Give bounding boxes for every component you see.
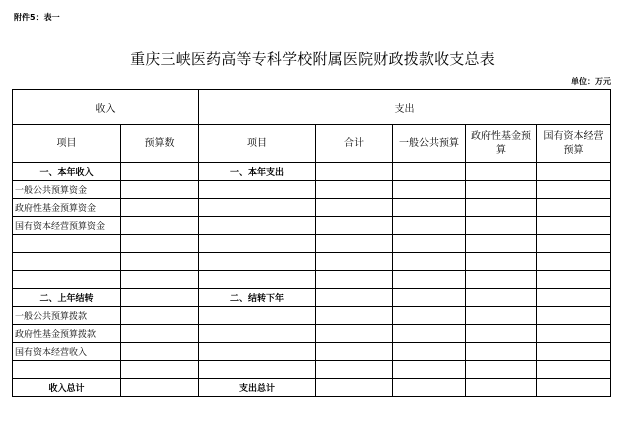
income-cell: 国有资本经营预算资金 xyxy=(13,217,121,235)
table-row xyxy=(13,163,611,181)
value-cell xyxy=(393,361,466,379)
table-row xyxy=(13,307,611,325)
value-cell xyxy=(537,289,611,307)
expenditure-cell xyxy=(199,361,316,379)
value-cell xyxy=(537,199,611,217)
attachment-label: 附件5：表一 xyxy=(14,13,60,22)
income-cell: 二、上年结转 xyxy=(13,289,121,307)
value-cell xyxy=(393,271,466,289)
value-cell xyxy=(537,181,611,199)
expenditure-group-header: 支出 xyxy=(199,90,611,125)
income-total-cell: 收入总计 xyxy=(13,379,121,397)
value-cell xyxy=(316,181,393,199)
value-cell xyxy=(121,271,199,289)
value-cell xyxy=(393,199,466,217)
table-row xyxy=(13,235,611,253)
income-group-header: 收入 xyxy=(13,90,199,125)
value-cell xyxy=(466,235,537,253)
table-row xyxy=(13,343,611,361)
value-cell xyxy=(393,253,466,271)
value-cell xyxy=(537,343,611,361)
value-cell xyxy=(121,361,199,379)
value-cell xyxy=(316,343,393,361)
col-header-expenditure-item: 项目 xyxy=(199,125,316,163)
value-cell xyxy=(466,289,537,307)
value-cell xyxy=(537,361,611,379)
value-cell xyxy=(537,235,611,253)
value-cell xyxy=(316,271,393,289)
value-cell xyxy=(121,253,199,271)
col-header-state-capital: 国有资本经营预算 xyxy=(537,125,611,163)
value-cell xyxy=(121,325,199,343)
value-cell xyxy=(537,307,611,325)
expenditure-cell: 二、结转下年 xyxy=(199,289,316,307)
value-cell xyxy=(316,217,393,235)
value-cell xyxy=(316,361,393,379)
value-cell xyxy=(466,343,537,361)
income-cell xyxy=(13,253,121,271)
income-cell: 政府性基金预算拨款 xyxy=(13,325,121,343)
value-cell xyxy=(537,163,611,181)
value-cell xyxy=(393,181,466,199)
col-header-gov-fund: 政府性基金预算 xyxy=(466,125,537,163)
value-cell xyxy=(393,325,466,343)
value-cell xyxy=(466,163,537,181)
value-cell xyxy=(316,253,393,271)
value-cell xyxy=(537,325,611,343)
table-row xyxy=(13,271,611,289)
value-cell xyxy=(316,379,393,397)
table-row-total xyxy=(13,379,611,397)
expenditure-cell xyxy=(199,235,316,253)
expenditure-cell: 一、本年支出 xyxy=(199,163,316,181)
value-cell xyxy=(393,307,466,325)
expenditure-cell xyxy=(199,343,316,361)
income-cell: 国有资本经营收入 xyxy=(13,343,121,361)
col-header-income-item: 项目 xyxy=(13,125,121,163)
value-cell xyxy=(393,217,466,235)
page-title: 重庆三峡医药高等专科学校附属医院财政拨款收支总表 xyxy=(130,50,495,68)
value-cell xyxy=(393,289,466,307)
expenditure-cell xyxy=(199,253,316,271)
value-cell xyxy=(393,379,466,397)
income-cell xyxy=(13,271,121,289)
income-cell: 一、本年收入 xyxy=(13,163,121,181)
value-cell xyxy=(121,289,199,307)
table-row xyxy=(13,181,611,199)
income-cell: 政府性基金预算资金 xyxy=(13,199,121,217)
value-cell xyxy=(121,307,199,325)
expenditure-total-cell: 支出总计 xyxy=(199,379,316,397)
value-cell xyxy=(466,361,537,379)
value-cell xyxy=(121,235,199,253)
value-cell xyxy=(121,181,199,199)
value-cell xyxy=(537,379,611,397)
value-cell xyxy=(466,379,537,397)
value-cell xyxy=(316,289,393,307)
col-header-budget-amount: 预算数 xyxy=(121,125,199,163)
value-cell xyxy=(316,235,393,253)
value-cell xyxy=(393,163,466,181)
value-cell xyxy=(316,307,393,325)
value-cell xyxy=(466,181,537,199)
value-cell xyxy=(466,253,537,271)
expenditure-cell xyxy=(199,325,316,343)
value-cell xyxy=(466,271,537,289)
col-header-general-budget: 一般公共预算 xyxy=(393,125,466,163)
value-cell xyxy=(316,325,393,343)
value-cell xyxy=(121,217,199,235)
value-cell xyxy=(316,199,393,217)
table-row xyxy=(13,361,611,379)
table-row xyxy=(13,289,611,307)
value-cell xyxy=(466,325,537,343)
income-cell xyxy=(13,235,121,253)
group-header-row xyxy=(13,90,611,125)
expenditure-cell xyxy=(199,181,316,199)
expenditure-cell xyxy=(199,307,316,325)
value-cell xyxy=(121,163,199,181)
expenditure-cell xyxy=(199,199,316,217)
income-cell: 一般公共预算资金 xyxy=(13,181,121,199)
value-cell xyxy=(537,253,611,271)
col-header-total: 合计 xyxy=(316,125,393,163)
table-row xyxy=(13,217,611,235)
table-row xyxy=(13,325,611,343)
value-cell xyxy=(537,217,611,235)
value-cell xyxy=(466,217,537,235)
income-cell xyxy=(13,361,121,379)
value-cell xyxy=(466,307,537,325)
unit-label: 单位：万元 xyxy=(571,77,611,86)
value-cell xyxy=(121,379,199,397)
value-cell xyxy=(537,271,611,289)
value-cell xyxy=(393,343,466,361)
column-header-row xyxy=(13,125,611,163)
table-row xyxy=(13,199,611,217)
table-row xyxy=(13,253,611,271)
expenditure-cell xyxy=(199,271,316,289)
expenditure-cell xyxy=(199,217,316,235)
income-cell: 一般公共预算拨款 xyxy=(13,307,121,325)
value-cell xyxy=(316,163,393,181)
value-cell xyxy=(121,343,199,361)
value-cell xyxy=(121,199,199,217)
budget-table xyxy=(12,89,611,397)
value-cell xyxy=(466,199,537,217)
value-cell xyxy=(393,235,466,253)
